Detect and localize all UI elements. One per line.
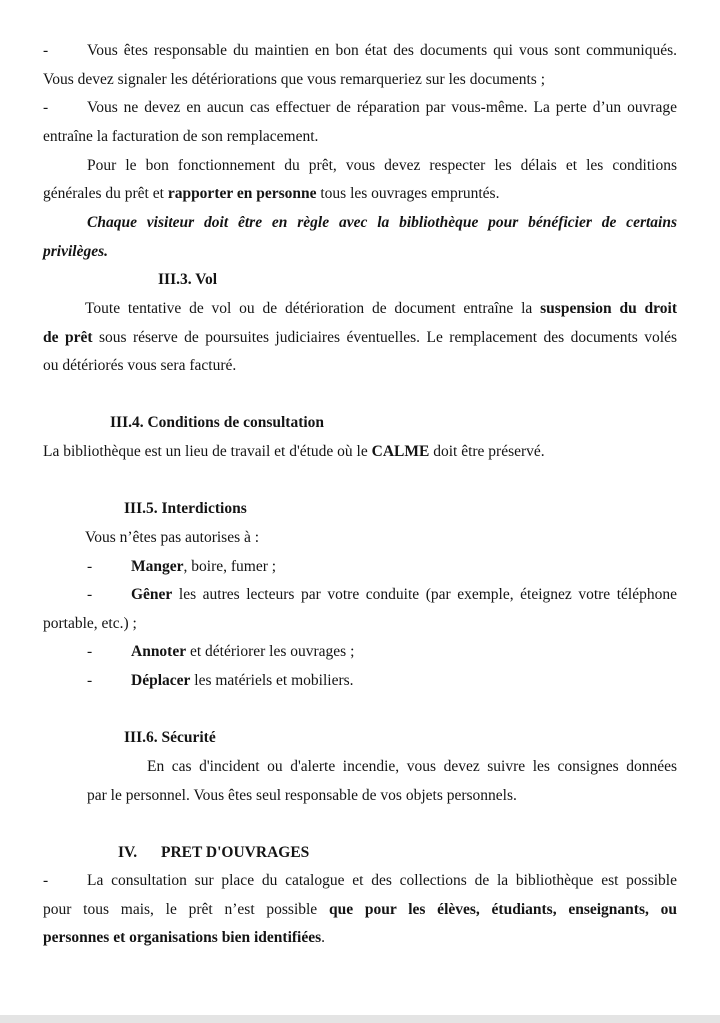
paragraph-3-line-2 xyxy=(43,184,677,204)
bullet-dash: - xyxy=(87,672,93,689)
text-run: doit être préservé. xyxy=(429,443,545,460)
section-heading-3-4: III.4. Conditions de consultation xyxy=(110,414,325,431)
section-3-3-line-1 xyxy=(85,299,677,319)
bullet-dash: - xyxy=(87,643,93,660)
notice-line-1: Chaque visiteur doit être en règle avec la bibliothèque pour bénéficier de certains xyxy=(87,214,677,231)
text-run: et détériorer les ouvrages ; xyxy=(186,643,355,660)
bold-emphasis: rapporter en personne xyxy=(167,185,317,202)
section-heading-3-5: III.5. Interdictions xyxy=(124,500,247,517)
section-3-6-line-2: par le personnel. Vous êtes seul responsable de vos objets personnels. xyxy=(87,787,517,804)
prohibition-item-continuation: portable, etc.) ; xyxy=(43,615,137,632)
bullet-dash: - xyxy=(43,872,49,889)
bullet-dash: - xyxy=(87,586,93,603)
text-run: tous les ouvrages empruntés. xyxy=(316,185,500,202)
bold-emphasis: Déplacer xyxy=(131,672,191,689)
section-3-3-line-2 xyxy=(43,328,677,348)
bold-emphasis: Gêner xyxy=(131,586,173,603)
section-4-line-1: La consultation sur place du catalogue et des collections de la bibliothèque est possible xyxy=(87,872,677,889)
page-bottom-edge xyxy=(0,1015,720,1023)
section-3-5-intro: Vous n’êtes pas autorises à : xyxy=(85,529,260,546)
paragraph-2-line-2: entraîne la facturation de son remplacement. xyxy=(43,128,319,145)
text-run: générales du prêt et xyxy=(43,185,168,202)
section-heading-3-6: III.6. Sécurité xyxy=(124,729,216,746)
prohibition-item xyxy=(131,671,720,691)
paragraph-1-line-2: Vous devez signaler les détériorations que vous remarqueriez sur les documents ; xyxy=(43,71,546,88)
text-run: . xyxy=(321,929,326,946)
text-run: les matériels et mobiliers. xyxy=(190,672,354,689)
prohibition-item xyxy=(131,585,677,605)
bold-emphasis: personnes et organisations bien identifiées xyxy=(43,929,322,946)
text-run: Toute tentative de vol ou de détérioration de document entraîne la xyxy=(85,300,541,317)
section-3-3-line-3: ou détériorés vous sera facturé. xyxy=(43,357,237,374)
paragraph-1-line-1: Vous êtes responsable du maintien en bon état des documents qui vous sont communiqués. xyxy=(87,42,677,59)
text-run: pour tous mais, le prêt n’est possible xyxy=(43,901,329,918)
paragraph-2-line-1: Vous ne devez en aucun cas effectuer de réparation par vous-même. La perte d’un ouvrage xyxy=(87,99,677,116)
bold-emphasis: de prêt xyxy=(43,329,93,346)
bold-emphasis: que pour les élèves, étudiants, enseignants, ou xyxy=(328,901,677,918)
section-3-4-line-1 xyxy=(43,442,677,462)
bold-emphasis: Annoter xyxy=(131,643,187,660)
text-run: les autres lecteurs par votre conduite (par exemple, éteignez votre téléphone xyxy=(172,586,677,603)
section-4-line-2 xyxy=(43,900,677,920)
bullet-dash: - xyxy=(43,99,49,116)
notice-line-2: privilèges. xyxy=(43,243,108,260)
section-number-4: IV. xyxy=(118,844,138,861)
paragraph-3-line-1: Pour le bon fonctionnement du prêt, vous devez respecter les délais et les conditions xyxy=(87,157,677,174)
prohibition-item xyxy=(131,557,720,577)
text-run: , boire, fumer ; xyxy=(183,558,277,575)
bold-emphasis: suspension du droit xyxy=(540,300,677,317)
text-run: La bibliothèque est un lieu de travail et d'étude où le xyxy=(43,443,372,460)
section-3-6-line-1: En cas d'incident ou d'alerte incendie, vous devez suivre les consignes données xyxy=(147,758,677,775)
section-heading-3-3: III.3. Vol xyxy=(158,271,218,288)
section-heading-4: PRET D'OUVRAGES xyxy=(161,844,310,861)
section-4-line-3 xyxy=(43,928,677,948)
bullet-dash: - xyxy=(87,558,93,575)
bullet-dash: - xyxy=(43,42,49,59)
bold-emphasis: CALME xyxy=(371,443,430,460)
prohibition-item xyxy=(131,642,720,662)
bold-emphasis: Manger xyxy=(131,558,184,575)
text-run: sous réserve de poursuites judiciaires éventuelles. Le remplacement des documents volés xyxy=(92,329,677,346)
